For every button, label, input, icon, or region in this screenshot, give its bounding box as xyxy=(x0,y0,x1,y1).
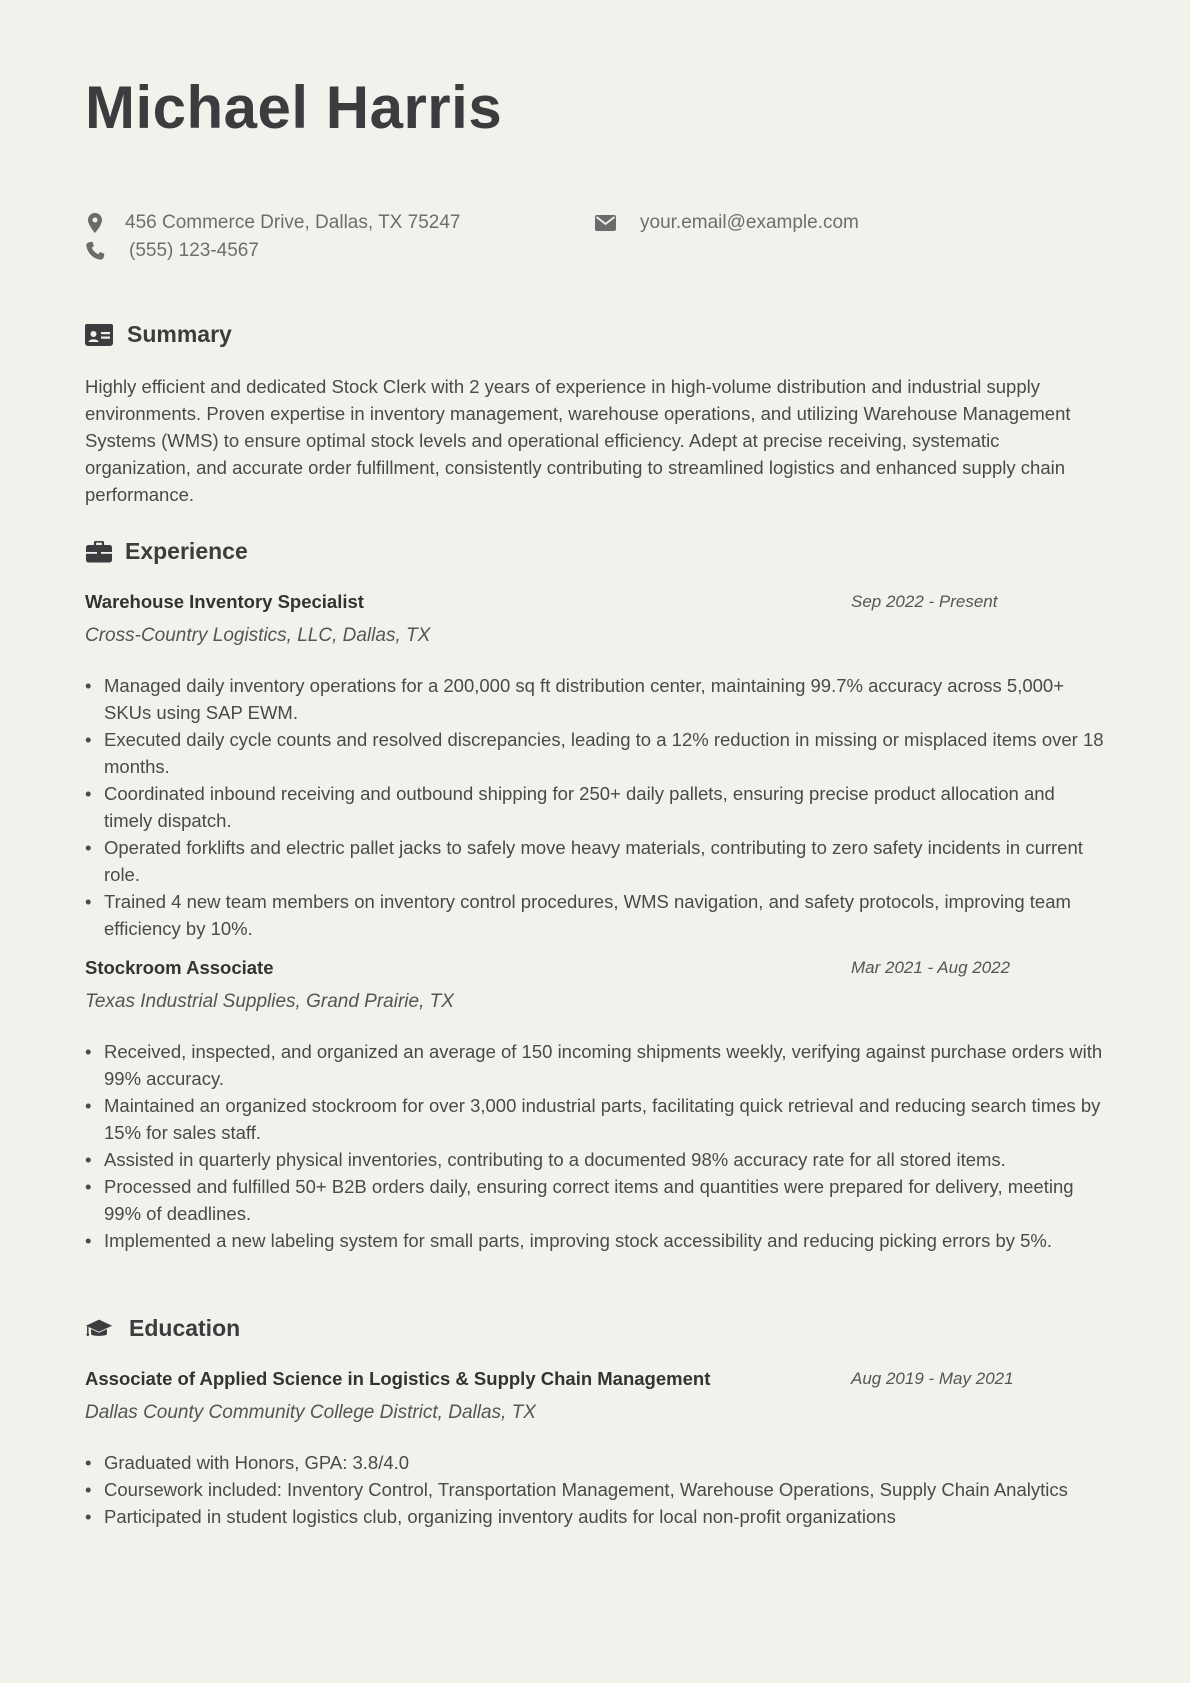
list-item: • Implemented a new labeling system for small parts, improving stock accessibility and reducing picking errors by 5%. xyxy=(85,1227,1105,1254)
map-marker-icon xyxy=(85,213,105,233)
list-item: • Participated in student logistics club, organizing inventory audits for local non-profit organizations xyxy=(85,1503,1105,1530)
list-item: • Maintained an organized stockroom for over 3,000 industrial parts, facilitating quick retrieval and reducing search times by 15% for sales staff. xyxy=(85,1092,1105,1146)
experience-title: Experience xyxy=(125,538,248,564)
envelope-icon xyxy=(594,215,616,231)
education-heading xyxy=(85,1315,240,1342)
list-item: • Coursework included: Inventory Control, Transportation Management, Warehouse Operations, Supply Chain Analytics xyxy=(85,1476,1105,1503)
graduation-cap-icon xyxy=(85,1318,113,1340)
list-item: • Received, inspected, and organized an average of 150 incoming shipments weekly, verifying against purchase orders with 99% accuracy. xyxy=(85,1038,1105,1092)
id-card-icon xyxy=(85,324,113,346)
candidate-name: Michael Harris xyxy=(85,74,503,141)
list-item: • Executed daily cycle counts and resolved discrepancies, leading to a 12% reduction in missing or misplaced items over 18 months. xyxy=(85,726,1105,780)
job-bullets xyxy=(85,1038,1105,1254)
list-item: • Assisted in quarterly physical inventories, contributing to a documented 98% accuracy rate for all stored items. xyxy=(85,1146,1105,1173)
list-item: • Managed daily inventory operations for a 200,000 sq ft distribution center, maintaining 99.7% accuracy across 5,000+ SKUs using SAP EWM. xyxy=(85,672,1105,726)
contact-email xyxy=(594,212,859,234)
job-dates: Mar 2021 - Aug 2022 xyxy=(851,958,1011,977)
education-bullets xyxy=(85,1449,1105,1530)
degree-dates: Aug 2019 - May 2021 xyxy=(851,1369,1014,1388)
job-dates: Sep 2022 - Present xyxy=(851,592,998,611)
address-text: 456 Commerce Drive, Dallas, TX 75247 xyxy=(125,212,461,233)
briefcase-icon xyxy=(85,541,113,563)
job-title: Warehouse Inventory Specialist xyxy=(85,591,364,612)
education-title: Education xyxy=(129,1315,241,1341)
contact-address xyxy=(85,212,460,234)
job-company: Texas Industrial Supplies, Grand Prairie, TX xyxy=(85,991,454,1012)
job-title: Stockroom Associate xyxy=(85,957,274,978)
list-item: • Operated forklifts and electric pallet jacks to safely move heavy materials, contributing to zero safety incidents in current role. xyxy=(85,834,1105,888)
contact-phone xyxy=(85,240,259,262)
list-item: • Trained 4 new team members on inventory control procedures, WMS navigation, and safety protocols, improving team efficiency by 10%. xyxy=(85,888,1105,942)
experience-heading xyxy=(85,538,248,565)
summary-title: Summary xyxy=(127,321,232,347)
degree-title: Associate of Applied Science in Logistics & Supply Chain Management xyxy=(85,1368,711,1389)
school-name: Dallas County Community College District, Dallas, TX xyxy=(85,1402,536,1423)
list-item: • Coordinated inbound receiving and outbound shipping for 250+ daily pallets, ensuring precise product allocation and timely dispatch. xyxy=(85,780,1105,834)
phone-icon xyxy=(85,241,105,261)
phone-text: (555) 123-4567 xyxy=(129,240,259,261)
job-company: Cross-Country Logistics, LLC, Dallas, TX xyxy=(85,625,431,646)
job-bullets xyxy=(85,672,1105,942)
email-link[interactable]: your.email@example.com xyxy=(640,212,859,233)
list-item: • Processed and fulfilled 50+ B2B orders daily, ensuring correct items and quantities were prepared for delivery, meeting 99% of deadlines. xyxy=(85,1173,1105,1227)
summary-text: Highly efficient and dedicated Stock Clerk with 2 years of experience in high-volume distribution and industrial supply environments. Proven expertise in inventory management, warehouse operations, and utilizing Warehouse Management Systems (WMS) to ensure optimal stock levels and operational efficiency. Adept at precise receiving, systematic organization, and accurate order fulfillment, consistently contributing to streamlined logistics and enhanced supply chain performance. xyxy=(85,376,1071,505)
summary-heading xyxy=(85,321,232,348)
list-item: • Graduated with Honors, GPA: 3.8/4.0 xyxy=(85,1449,1105,1476)
